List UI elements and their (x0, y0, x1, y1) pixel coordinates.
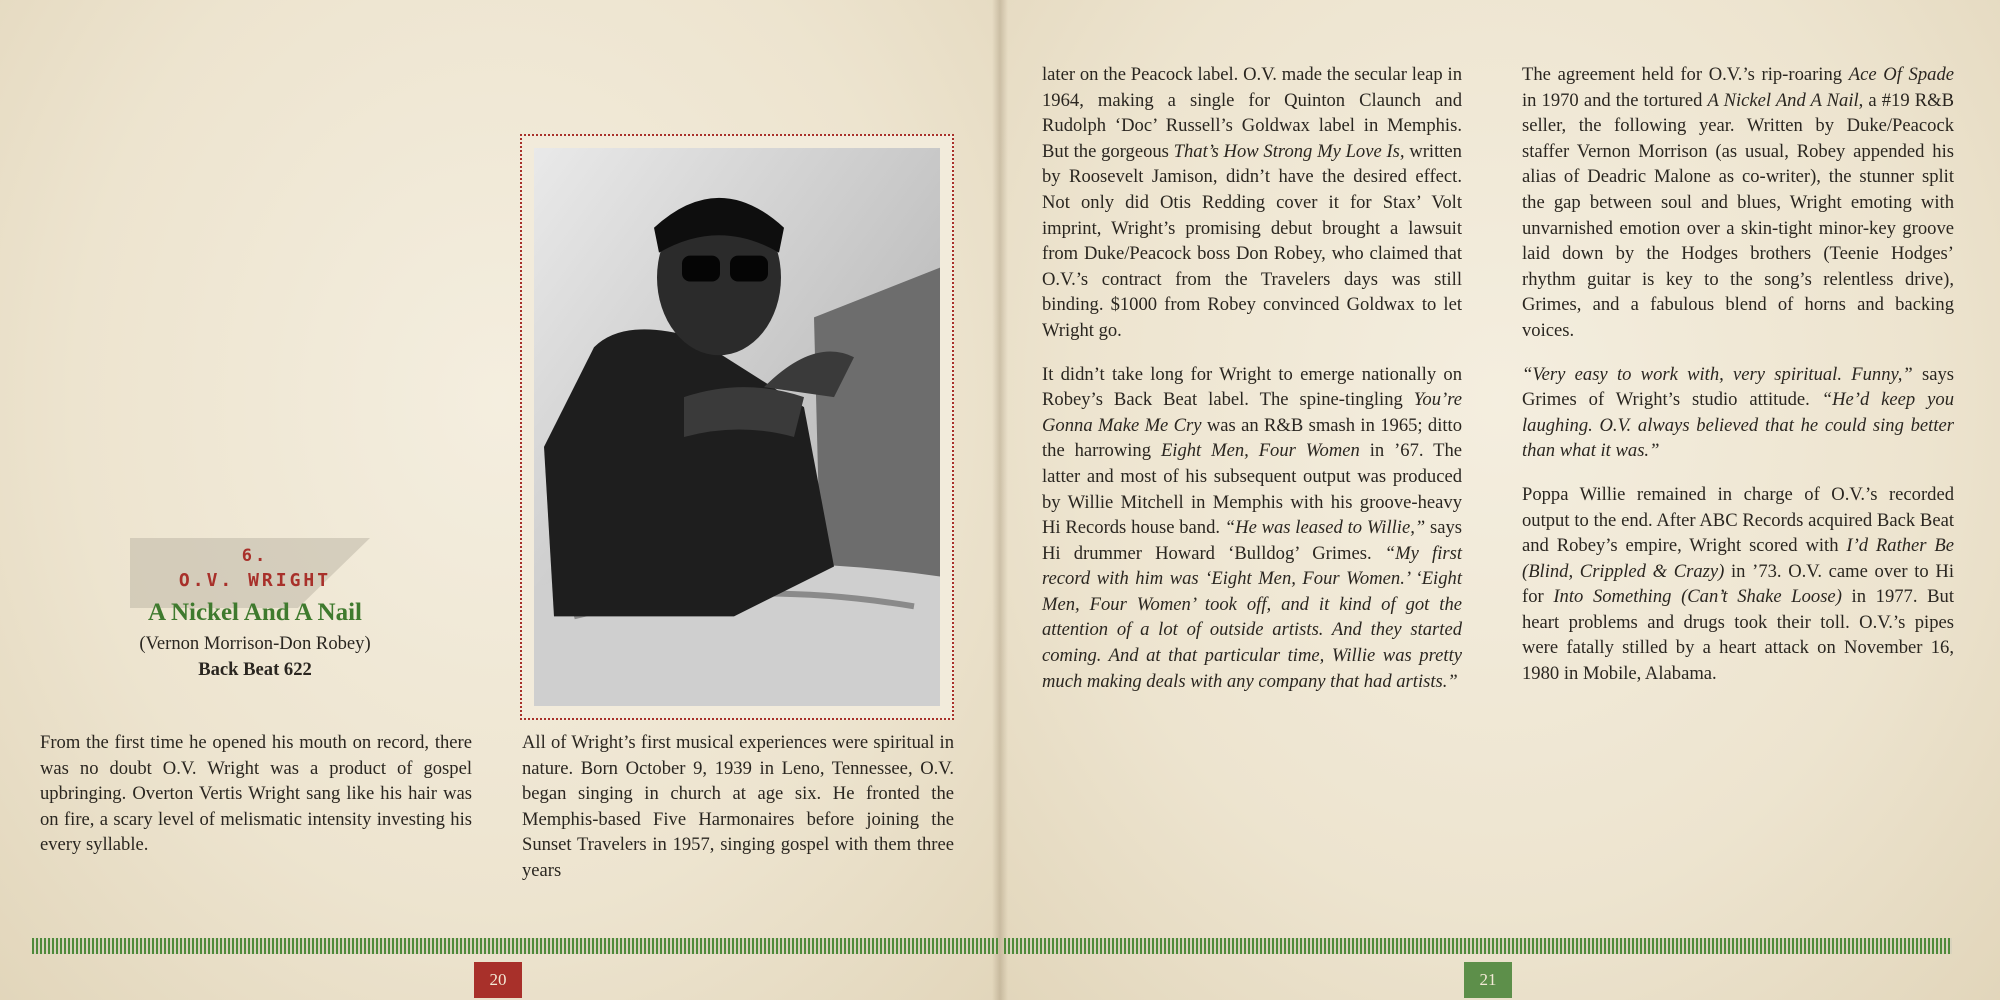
page-number-left: 20 (474, 962, 522, 998)
right-column-2 (1522, 62, 1954, 705)
track-header (90, 540, 420, 681)
right-column-1 (1042, 62, 1462, 712)
left-bottom-rule (32, 938, 998, 954)
paragraph: Poppa Willie remained in charge of O.V.’s recorded output to the end. After ABC Records acquired Back Beat and Robey’s empire, Wright scored with I’d Rather Be (Blind, Crippled & Crazy) in ’73. O.V. came over to Hi for Into Something (Can’t Shake Loose) in 1977. But heart problems and drugs took their toll. O.V.’s pipes were fatally stilled by a heart attack on November 16, 1980 in Mobile, Alabama. (1522, 483, 1954, 685)
track-writers: (Vernon Morrison-Don Robey) (139, 633, 371, 654)
paragraph: It didn’t take long for Wright to emerge nationally on Robey’s Back Beat label. The spine-tingling You’re Gonna Make Me Cry was an R&B smash in 1965; ditto the harrowing Eight Men, Four Women in ’67. The latter and most of his subsequent output was produced by Willie Mitchell in Memphis with his groove-heavy Hi Records house band. “He was leased to Willie,” says Hi drummer Howard ‘Bulldog’ Grimes. “My first record with him was ‘Eight Men, Four Women.’ ‘Eight Men, Four Women’ took off, and it kind of got the attention of a lot of outside artists. And they started coming. And at that particular time, Willie was pretty much making deals with any company that had artists.” (1042, 363, 1463, 692)
track-number: 6. (241, 546, 269, 566)
paragraph: later on the Peacock label. O.V. made the secular leap in 1964, making a single for Quinton Claunch and Rudolph ‘Doc’ Russell’s Goldwax label in Memphis. But the gorgeous That’s How Strong My Love Is, written by Roosevelt Jamison, didn’t have the desired effect. Not only did Otis Redding cover it for Stax’ Volt imprint, Wright’s promising debut brought a lawsuit from Duke/Peacock boss Don Robey, who claimed that O.V.’s contract from the Travelers days was still binding. $1000 from Robey convinced Goldwax to let Wright go. (1042, 64, 1462, 341)
paragraph: The agreement held for O.V.’s rip-roaring Ace Of Spade in 1970 and the tortured A Nickel And A Nail, a #19 R&B seller, the following year. Written by Duke/Peacock staffer Vernon Morrison (as usual, Robey appended his alias of Deadric Malone as co-writer), the stunner split the gap between soul and blues, Wright emoting with unvarnished emotion over a skin-tight minor-key groove laid down by the Hodges brothers (Teenie Hodges’ rhythm guitar is key to the song’s relentless drive), Grimes, and a fabulous blend of horns and backing voices. (1522, 64, 1954, 341)
paragraph: From the first time he opened his mouth on record, there was no doubt O.V. Wright was a product of gospel upbringing. Overton Vertis Wright sang like his hair was on fire, a scary level of melismatic intensity investing his every syllable. (40, 732, 472, 856)
left-column-1 (40, 730, 472, 876)
paragraph: All of Wright’s first musical experiences were spiritual in nature. Born October 9, 1939 in Leno, Tennessee, O.V. began singing in church at age six. He fronted the Memphis-based Five Harmonaires before joining the Sunset Travelers in 1957, singing gospel with them three years (522, 732, 954, 881)
page-number-right: 21 (1464, 962, 1512, 998)
track-title: A Nickel And A Nail (148, 599, 362, 626)
track-artist: O.V. WRIGHT (178, 570, 332, 591)
book-spine (992, 0, 1008, 1000)
artist-photo (534, 148, 940, 706)
paragraph: “Very easy to work with, very spiritual. Funny,” says Grimes of Wright’s studio attitude. “He’d keep you laughing. O.V. always believed that he could sing better than what it was.” (1522, 363, 1955, 462)
right-bottom-rule (1004, 938, 1952, 954)
artist-photo-frame (520, 134, 954, 720)
track-label: Back Beat 622 (198, 659, 312, 680)
left-column-2 (522, 730, 954, 902)
